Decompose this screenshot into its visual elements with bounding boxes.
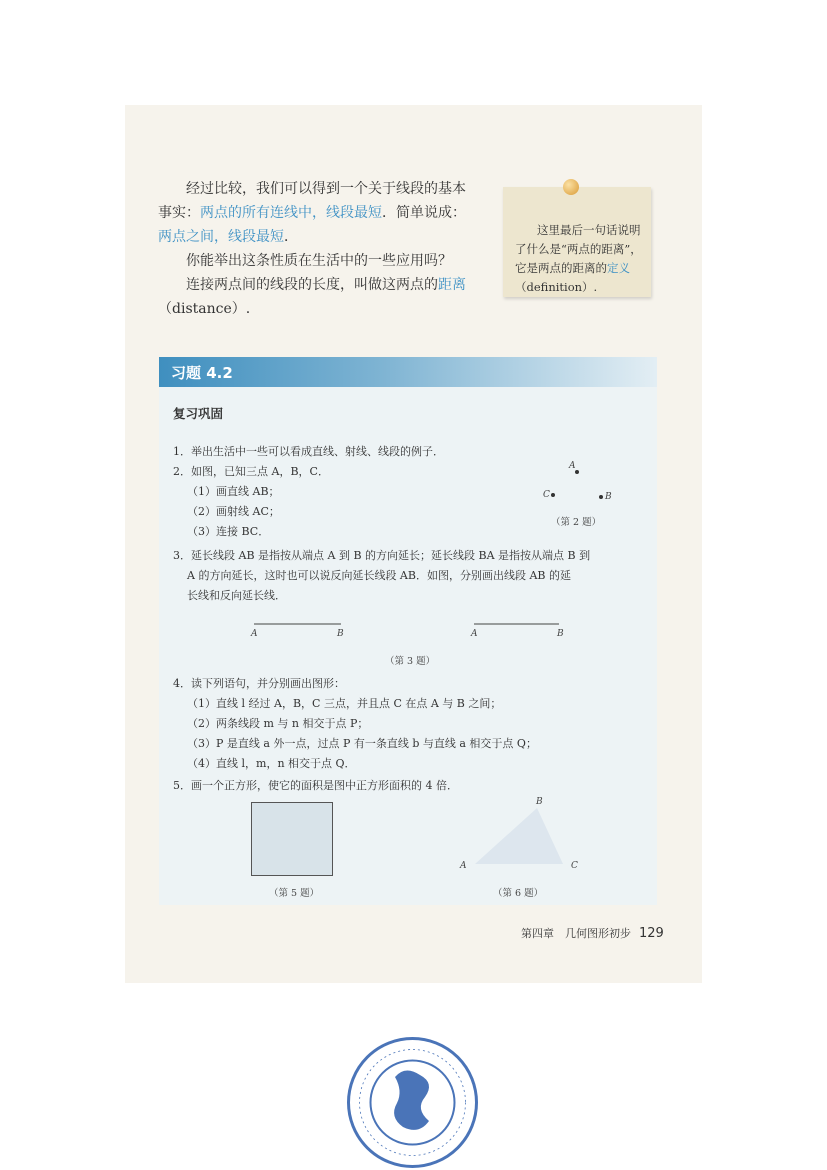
question-5: 5．画一个正方形，使它的面积是图中正方形面积的 4 倍． — [173, 779, 458, 792]
question-4-3: （3）P 是直线 a 外一点，过点 P 有一条直线 b 与直线 a 相交于点 Q； — [187, 737, 537, 750]
question-4-4: （4）直线 l，m，n 相交于点 Q． — [187, 757, 356, 770]
exercise-title: 习题 4.2 — [171, 364, 233, 382]
textbook-page — [125, 105, 702, 983]
caption-q3: （第 3 题） — [385, 656, 436, 667]
label-a-right: A — [471, 629, 478, 639]
section-title: 复习巩固 — [173, 406, 224, 421]
point-b — [599, 495, 603, 499]
label-a: A — [569, 461, 576, 471]
figure-q3 — [249, 619, 599, 631]
question-4: 4．读下列语句，并分别画出图形： — [173, 677, 345, 690]
label-b-right: B — [557, 629, 564, 639]
question-2-2: （2）画射线 AC； — [187, 505, 280, 518]
question-4-1: （1）直线 l 经过 A，B，C 三点，并且点 C 在点 A 与 B 之间； — [187, 697, 502, 710]
intro-paragraph-2: 你能举出这条性质在生活中的一些应用吗？ — [186, 253, 452, 269]
intro-paragraph-1: 经过比较，我们可以得到一个关于线段的基本事实：两点的所有连线中，线段最短．简单说成：两点之间，线段最短． — [158, 181, 466, 245]
intro-paragraph-3: 连接两点间的线段的长度，叫做这两点的距离（distance）. — [158, 277, 466, 317]
question-2: 2．如图，已知三点 A，B，C． — [173, 465, 329, 478]
caption-q6: （第 6 题） — [493, 888, 544, 899]
label-tri-a: A — [460, 861, 467, 871]
square-figure — [251, 802, 333, 876]
caption-q5: （第 5 题） — [269, 888, 320, 899]
question-3-line-3: 长线和反向延长线． — [187, 589, 286, 602]
label-b: B — [605, 492, 612, 502]
caption-q2: （第 2 题） — [551, 517, 602, 528]
question-2-3: （3）连接 BC． — [187, 525, 270, 538]
question-2-1: （1）画直线 AB； — [187, 485, 280, 498]
triangle-abc — [475, 808, 563, 864]
label-c: C — [543, 490, 550, 500]
label-b-left: B — [337, 629, 344, 639]
margin-note: 这里最后一句话说明了什么是“两点的距离”，它是两点的距离的定义（definition）. — [503, 187, 651, 297]
page-number: 129 — [639, 926, 664, 941]
chapter-label: 第四章 几何图形初步 — [521, 927, 631, 940]
question-3-line-1: 3．延长线段 AB 是指按从端点 A 到 B 的方向延长；延长线段 BA 是指按从端点 B 到 — [173, 549, 591, 562]
label-tri-c: C — [571, 861, 578, 871]
point-c — [551, 493, 555, 497]
pushpin-icon — [563, 179, 579, 195]
intro-text — [158, 177, 478, 321]
question-1: 1．举出生活中一些可以看成直线、射线、线段的例子． — [173, 445, 444, 458]
website-seal-logo — [345, 1035, 480, 1170]
triangle-figure — [469, 804, 579, 870]
label-tri-b: B — [536, 797, 543, 807]
question-4-2: （2）两条线段 m 与 n 相交于点 P； — [187, 717, 369, 730]
exercise-box — [159, 357, 657, 905]
label-a-left: A — [251, 629, 258, 639]
exercise-header — [159, 357, 657, 387]
page-footer — [521, 925, 664, 941]
question-3-line-2: A 的方向延长，这时也可以说反向延长线段 AB．如图，分别画出线段 AB 的延 — [187, 569, 571, 582]
